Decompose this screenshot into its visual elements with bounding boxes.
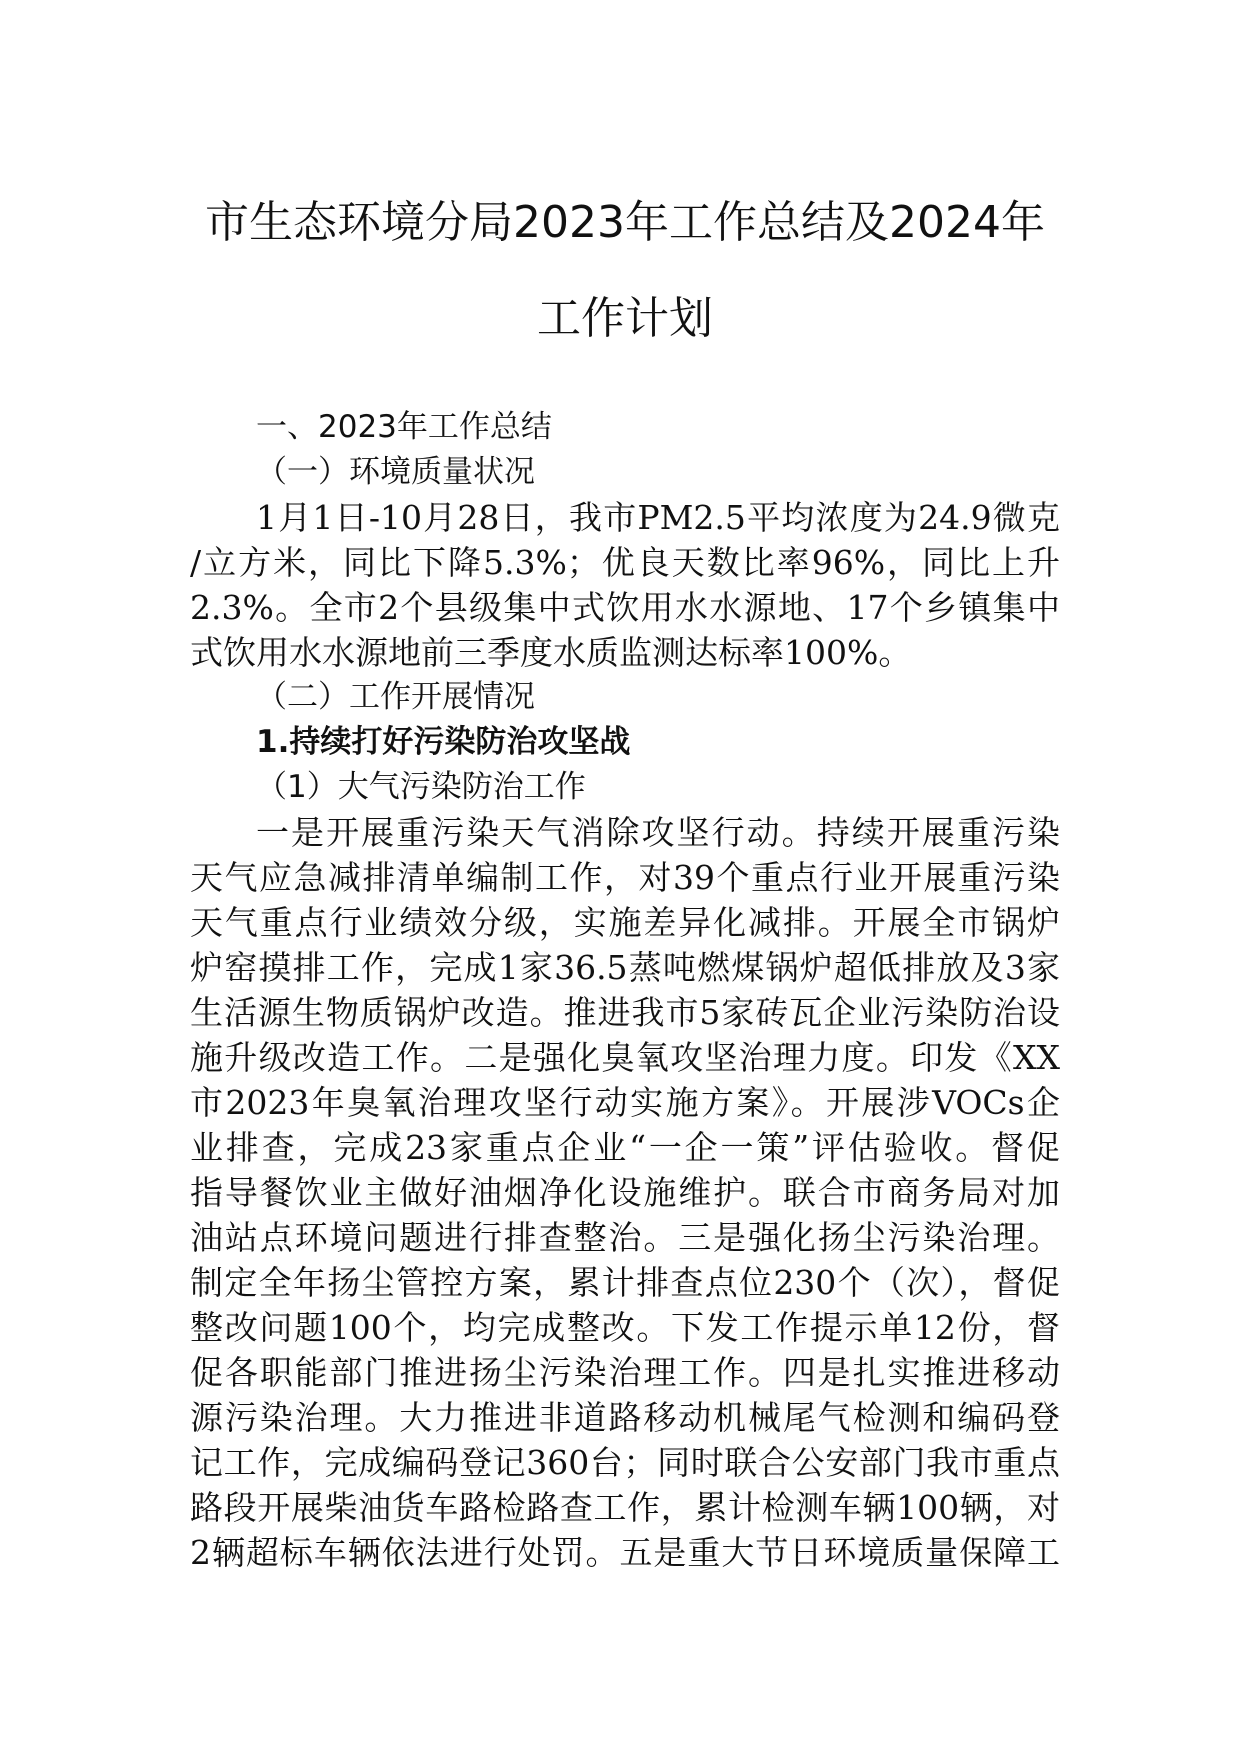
paragraph-line: 源污染治理。大力推进非道路移动机械尾气检测和编码登 <box>190 1398 1060 1437</box>
paragraph-line: 路段开展柴油货车路检路查工作，累计检测车辆100辆，对 <box>190 1488 1060 1527</box>
paragraph-line: 施升级改造工作。二是强化臭氧攻坚治理力度。印发《XX <box>190 1038 1060 1077</box>
paragraph-line: 1月1日-10月28日，我市PM2.5平均浓度为24.9微克 <box>256 498 1060 537</box>
paragraph-line: 整改问题100个，均完成整改。下发工作提示单12份，督 <box>190 1308 1060 1347</box>
document-title <box>190 175 1060 367</box>
title-line-2: 工作计划 <box>537 293 713 344</box>
paragraph-line: 制定全年扬尘管控方案，累计排查点位230个（次），督促 <box>190 1263 1060 1302</box>
bold-heading-pollution: 1.持续打好污染防治攻坚战 <box>256 724 631 760</box>
paragraph-line: /立方米，同比下降5.3%；优良天数比率96%，同比上升 <box>190 543 1060 582</box>
paragraph-line: 生活源生物质锅炉改造。推进我市5家砖瓦企业污染防治设 <box>190 993 1060 1032</box>
paragraph-environment-quality <box>190 495 1060 675</box>
title-line-1: 市生态环境分局2023年工作总结及2024年 <box>205 197 1045 248</box>
section-heading-summary: 一、2023年工作总结 <box>256 409 552 445</box>
subheading-air-pollution: （1）大气污染防治工作 <box>256 769 586 805</box>
paragraph-line: 式饮用水水源地前三季度水质监测达标率100%。 <box>190 633 912 672</box>
subsection-heading-work: （二）工作开展情况 <box>256 679 535 715</box>
document-page <box>190 175 1060 1575</box>
paragraph-line: 业排查，完成23家重点企业“一企一策”评估验收。督促 <box>190 1128 1060 1167</box>
paragraph-line: 天气应急减排清单编制工作，对39个重点行业开展重污染 <box>190 858 1060 897</box>
paragraph-line: 一是开展重污染天气消除攻坚行动。持续开展重污染 <box>256 813 1060 852</box>
paragraph-line: 指导餐饮业主做好油烟净化设施维护。联合市商务局对加 <box>190 1173 1060 1212</box>
paragraph-air-pollution <box>190 810 1060 1575</box>
document-body <box>190 405 1060 1575</box>
paragraph-line: 市2023年臭氧治理攻坚行动实施方案》。开展涉VOCs企 <box>190 1083 1060 1122</box>
subsection-heading-quality: （一）环境质量状况 <box>256 454 535 490</box>
paragraph-line: 天气重点行业绩效分级，实施差异化减排。开展全市锅炉 <box>190 903 1060 942</box>
paragraph-line: 油站点环境问题进行排查整治。三是强化扬尘污染治理。 <box>190 1218 1060 1257</box>
paragraph-line: 炉窑摸排工作，完成1家36.5蒸吨燃煤锅炉超低排放及3家 <box>190 948 1060 987</box>
paragraph-line: 促各职能部门推进扬尘污染治理工作。四是扎实推进移动 <box>190 1353 1060 1392</box>
paragraph-line: 2辆超标车辆依法进行处罚。五是重大节日环境质量保障工 <box>190 1533 1060 1572</box>
paragraph-line: 2.3%。全市2个县级集中式饮用水水源地、17个乡镇集中 <box>190 588 1060 627</box>
paragraph-line: 记工作，完成编码登记360台；同时联合公安部门我市重点 <box>190 1443 1060 1482</box>
